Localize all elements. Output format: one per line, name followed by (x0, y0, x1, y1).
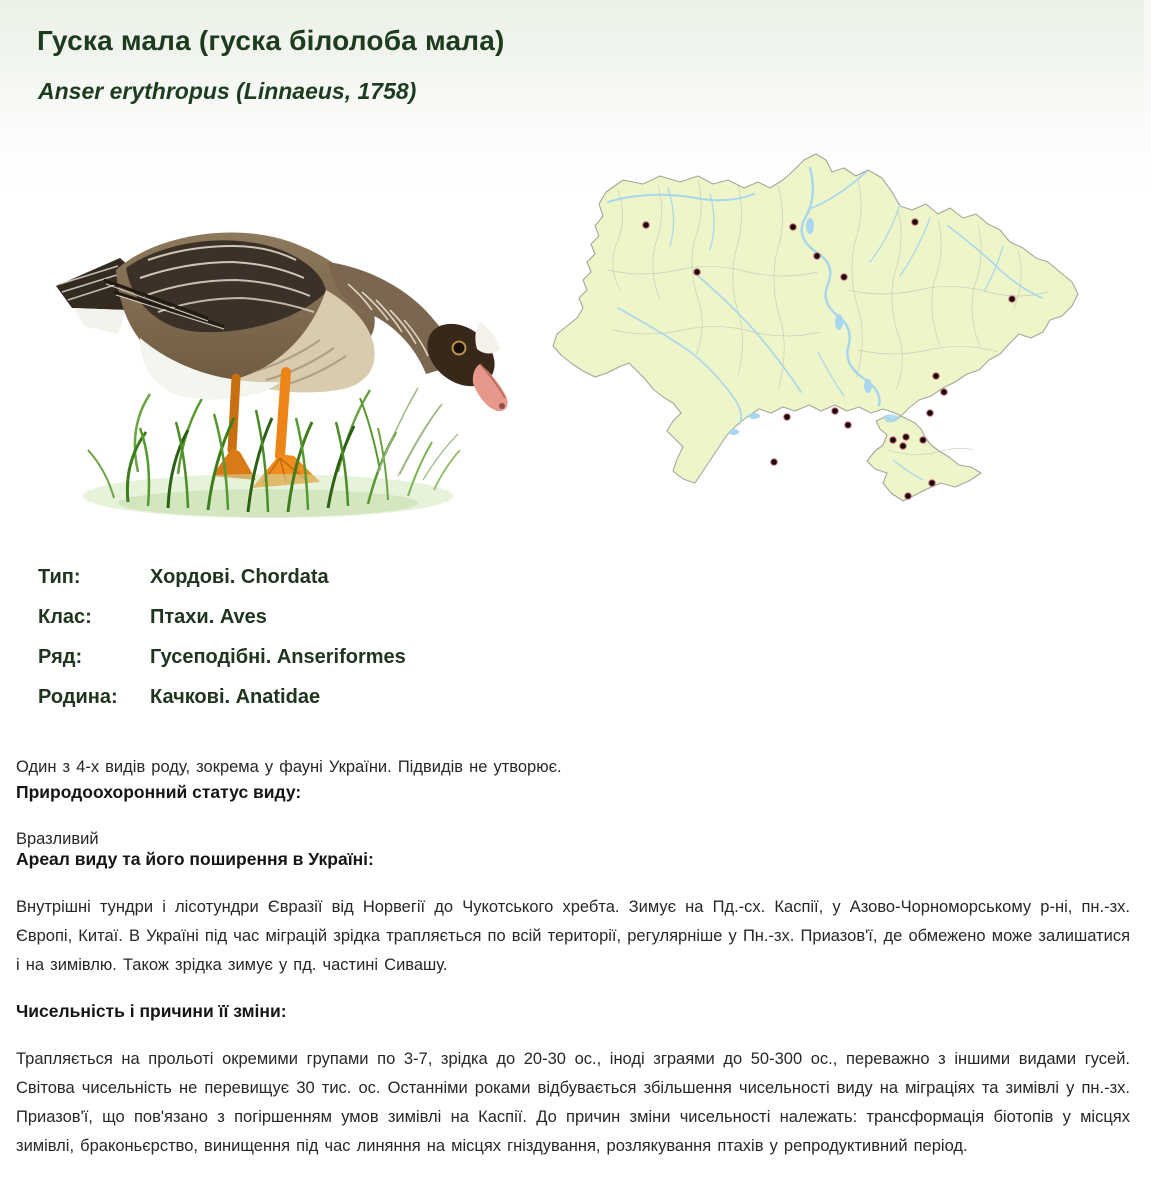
intro-paragraph: Один з 4-х видів роду, зокрема у фауні України. Підвидів не утворює. (16, 757, 562, 776)
distribution-dot (845, 422, 852, 429)
distribution-dot (929, 480, 936, 487)
distribution-dot (832, 408, 839, 415)
table-row (38, 686, 406, 726)
distribution-dot (784, 414, 791, 421)
table-row (38, 566, 406, 606)
section-heading-abundance: Чисельність і причини її зміни: (16, 1001, 287, 1021)
ukraine-distribution-map (548, 150, 1085, 511)
distribution-dot (890, 437, 897, 444)
status-value: Вразливий (16, 829, 99, 848)
goose-illustration (28, 222, 508, 527)
table-row (38, 606, 406, 646)
goose-eye (454, 343, 464, 353)
distribution-dot (920, 437, 927, 444)
distribution-dot (694, 269, 701, 276)
taxonomy-value: Гусеподібні. Anseriformes (150, 646, 406, 668)
section-heading-status: Природоохоронний статус виду: (16, 782, 302, 802)
white-forehead-patch (475, 322, 500, 354)
taxonomy-label: Родина: (38, 686, 118, 708)
distribution-dot (905, 493, 912, 500)
page-title: Гуска мала (гуска білолоба мала) (37, 24, 505, 56)
abundance-paragraph: Трапляється на прольоті окремими групами по 3-7, зрідка до 20-30 ос., іноді зграями до 50-300 ос., переважно з іншими видами гусей. Світова чисельність не перевищує 30 тис. ос. Останніми роками відбувається збільшення чисельності виду на міграціях та зимівлі у пн.-зх. Приазов'ї, що пов'язано з погіршенням умов зимівлі на Каспії. До причин зміни чисельності належать: трансформація біотопів у місцях зимівлі, браконьєрство, винищення під час линяння на місцях гніздування, розлякування птахів у репродуктивний період. (16, 1049, 1130, 1155)
goose-body (56, 232, 508, 488)
distribution-dot (790, 224, 797, 231)
distribution-dot (771, 459, 778, 466)
distribution-dot (1009, 296, 1016, 303)
section-heading-range: Ареал виду та його поширення в Україні: (16, 849, 374, 869)
table-row (38, 646, 406, 686)
distribution-dot (912, 219, 919, 226)
page-edge-strip (1144, 0, 1151, 210)
grass-front (83, 392, 460, 518)
distribution-dot (643, 222, 650, 229)
species-latin-name: Anser erythropus (Linnaeus, 1758) (38, 78, 417, 105)
distribution-dot (927, 410, 934, 417)
taxonomy-value: Хордові. Chordata (150, 566, 329, 588)
distribution-dot (941, 389, 948, 396)
distribution-dot (933, 373, 940, 380)
taxonomy-label: Тип: (38, 566, 81, 588)
distribution-dot (900, 443, 907, 450)
taxonomy-value: Птахи. Aves (150, 606, 267, 628)
taxonomy-label: Клас: (38, 606, 92, 628)
distribution-dot (814, 253, 821, 260)
distribution-dot (903, 434, 910, 441)
taxonomy-label: Ряд: (38, 646, 83, 668)
range-paragraph: Внутрішні тундри і лісотундри Євразії від Норвегії до Чукотського хребта. Зимує на Пд.-сх. Каспії, у Азово-Чорноморському р-ні, пн.-зх. Європі, Китаї. В Україні під час міграцій зрідка трапляється по всій території, регулярніше у Пн.-зх. Приазов'ї, де обмежено може залишатися і на зимівлю. Також зрідка зимує у пд. частині Сивашу. (16, 897, 1130, 974)
taxonomy-value: Качкові. Anatidae (150, 686, 321, 708)
taxonomy-table (38, 566, 406, 726)
distribution-dot (841, 274, 848, 281)
